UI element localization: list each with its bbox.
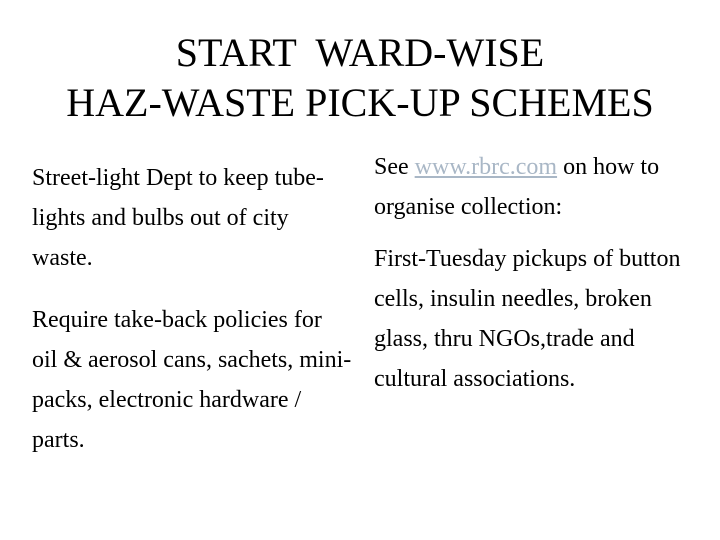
see-suffix-text: on how to organise collection: bbox=[374, 154, 660, 220]
right-column bbox=[374, 147, 704, 399]
slide-title bbox=[0, 28, 720, 128]
right-paragraph-see-link bbox=[374, 147, 704, 227]
right-paragraph-pickups: First-Tuesday pickups of button cells, insulin needles, broken glass, thru NGOs,trade and cultural associations. bbox=[374, 246, 681, 392]
title-line-1: START WARD-WISE bbox=[175, 30, 545, 75]
left-paragraph-take-back: Require take-back policies for oil & aerosol cans, sachets, mini-packs, electronic hardware / parts. bbox=[32, 307, 352, 453]
rbrc-link[interactable]: www.rbrc.com bbox=[414, 154, 558, 180]
left-paragraph-street-light: Street-light Dept to keep tube-lights and bulbs out of city waste. bbox=[32, 165, 324, 271]
see-text: See bbox=[374, 154, 415, 180]
title-line-2: HAZ-WASTE PICK-UP SCHEMES bbox=[66, 80, 654, 125]
left-column bbox=[32, 158, 352, 460]
